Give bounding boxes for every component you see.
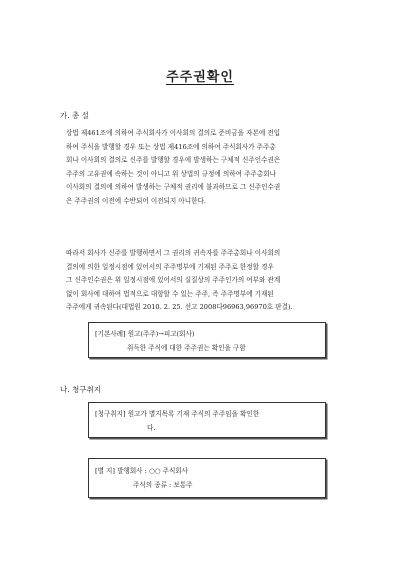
claim-box	[88, 402, 326, 438]
paragraph-line: 그 신주인수권은 위 일정시점에 있어서의 실질상의 주주인가의 여부와 관계	[66, 276, 281, 284]
section-ga-heading: 가. 총 설	[60, 111, 89, 120]
section-ga-paragraph-2	[66, 247, 348, 315]
claim-line-2: 다.	[147, 424, 156, 432]
paragraph-line: 은 주주권의 이전에 수반되어 이전되지 아니한다.	[66, 196, 206, 205]
document-title-text: 주주권확인	[166, 70, 234, 85]
paragraph-line: 주주에게 귀속된다(대법원 2010. 2. 25. 선고 2008다96963,96970호 판결).	[66, 303, 293, 311]
paragraph-line: 결의에 의한 일정시점에 있어서의 주주명부에 기재된 주주로 한정할 경우	[66, 262, 274, 271]
basic-case-line-2: 취득한 주식에 대한 주주권는 확인을 구함	[127, 344, 246, 352]
paragraph-line: 따라서 회사가 신주를 발행하면서 그 권리의 귀속자를 주주총회나 이사회의	[66, 249, 281, 257]
paragraph-line: 이사회의 결의에 의하여 발생하는 구체적 권리에 불과하므로 그 신주인수권	[66, 183, 281, 191]
basic-case-box	[88, 322, 326, 358]
annex-box	[88, 458, 326, 498]
paragraph-line: 회나 이사회의 결의로 신주를 발행할 경우에 발생하는 구체적 신주인수권은	[66, 156, 281, 164]
paragraph-line: 주주의 고유권에 속하는 것이 아니고 위 상법의 규정에 의하여 주주총회나	[66, 169, 276, 178]
paragraph-line: 하여 주식을 발행할 경우 또는 상법 제416조에 의하여 주식회사가 주주총	[66, 142, 276, 151]
document-title	[0, 66, 400, 85]
annex-line-1: [별 지] 발행회사 : ○○ 주식회사	[95, 467, 189, 475]
paragraph-line: 없이 회사에 대하여 법적으로 대항할 수 있는 주주, 즉 주주명부에 기재된	[66, 289, 274, 298]
basic-case-line-1: [기본사례] 원고(주주)→피고(회사)	[95, 330, 195, 338]
paragraph-line: 상법 제461조에 의하여 주식회사가 이사회의 결의로 준비금을 자본에 전입	[66, 129, 281, 137]
section-na-heading: 나. 청구취지	[60, 385, 101, 394]
claim-line-1: [청구취지] 원고가 별지목록 기재 주식의 주주임을 확인한	[95, 410, 260, 418]
section-ga-paragraph-1	[66, 127, 348, 208]
annex-line-2: 주식의 종류 : 보통주	[133, 481, 193, 489]
